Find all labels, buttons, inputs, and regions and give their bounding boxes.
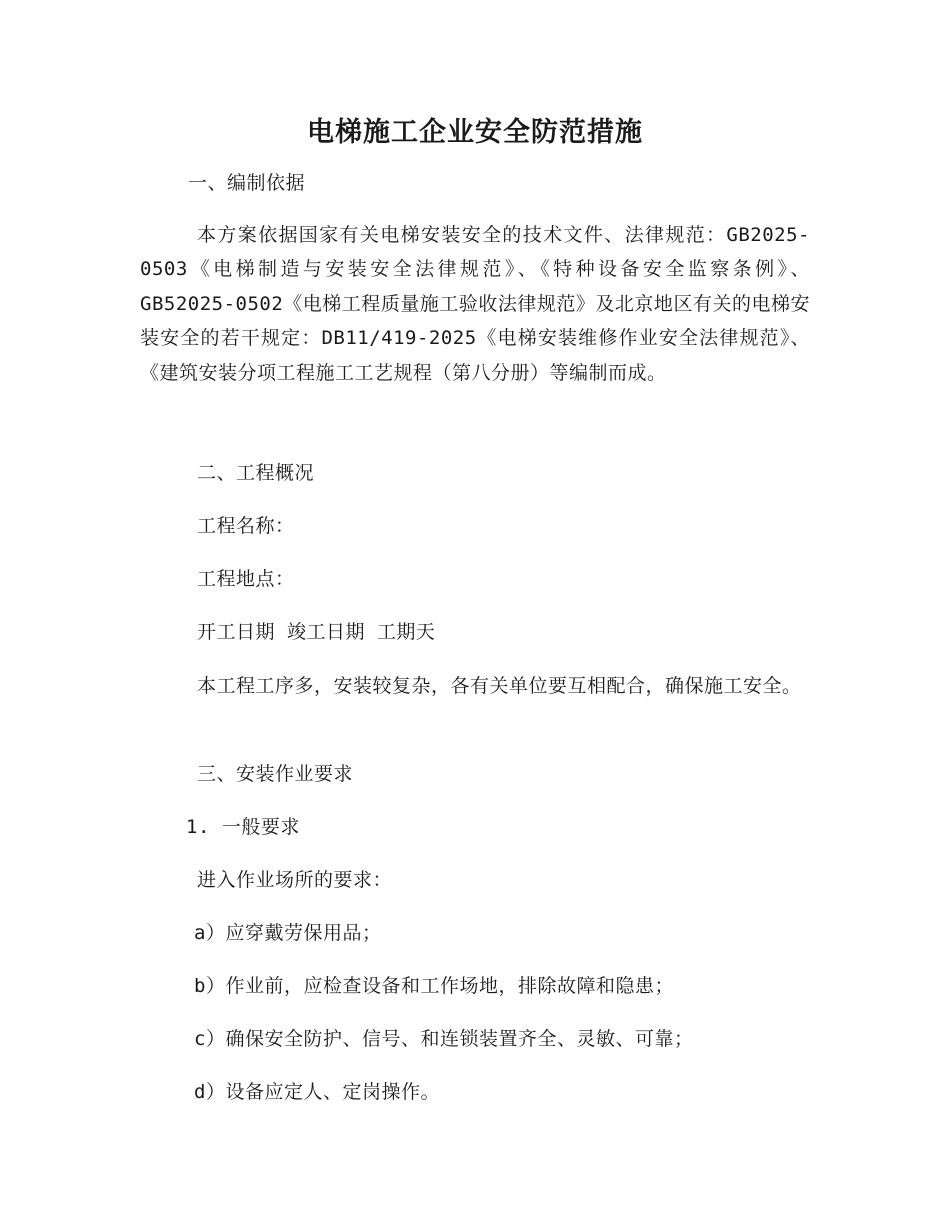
subsection-heading-general: 1. 一般要求 <box>186 816 300 838</box>
list-item: a）应穿戴劳保用品； <box>194 922 382 944</box>
project-name-label: 工程名称： <box>197 515 295 537</box>
document-title: 电梯施工企业安全防范措施 <box>307 117 643 148</box>
list-item: b）作业前，应检查设备和工作场地，排除故障和隐患； <box>194 975 674 997</box>
list-item: d）设备应定人、定岗操作。 <box>194 1081 440 1103</box>
site-requirements-intro: 进入作业场所的要求： <box>197 869 393 891</box>
paragraph-overview: 本工程工序多，安装较复杂，各有关单位要互相配合，确保施工安全。 <box>197 675 802 697</box>
paragraph-basis: 本方案依据国家有关电梯安装安全的技术文件、法律规范：GB2025-0503《电梯制造与安装安全法律规范》、《特种设备安全监察条例》、GB52025-0502《电梯工程质量施工验收法律规范》及北京地区有关的电梯安装安全的若干规定：DB11/419-2025《电梯安装维修作业安全法律规范》、《建筑安装分项工程施工工艺规程（第八分册）等编制而成。 <box>140 224 810 384</box>
section-heading-overview: 二、工程概况 <box>197 462 315 484</box>
section-heading-basis: 一、编制依据 <box>188 172 306 194</box>
list-item: c）确保安全防护、信号、和连锁装置齐全、灵敏、可靠； <box>194 1028 694 1050</box>
section-heading-requirements: 三、安装作业要求 <box>197 763 354 785</box>
schedule-line: 开工日期 竣工日期 工期天 <box>197 621 436 643</box>
project-location-label: 工程地点： <box>197 568 295 590</box>
